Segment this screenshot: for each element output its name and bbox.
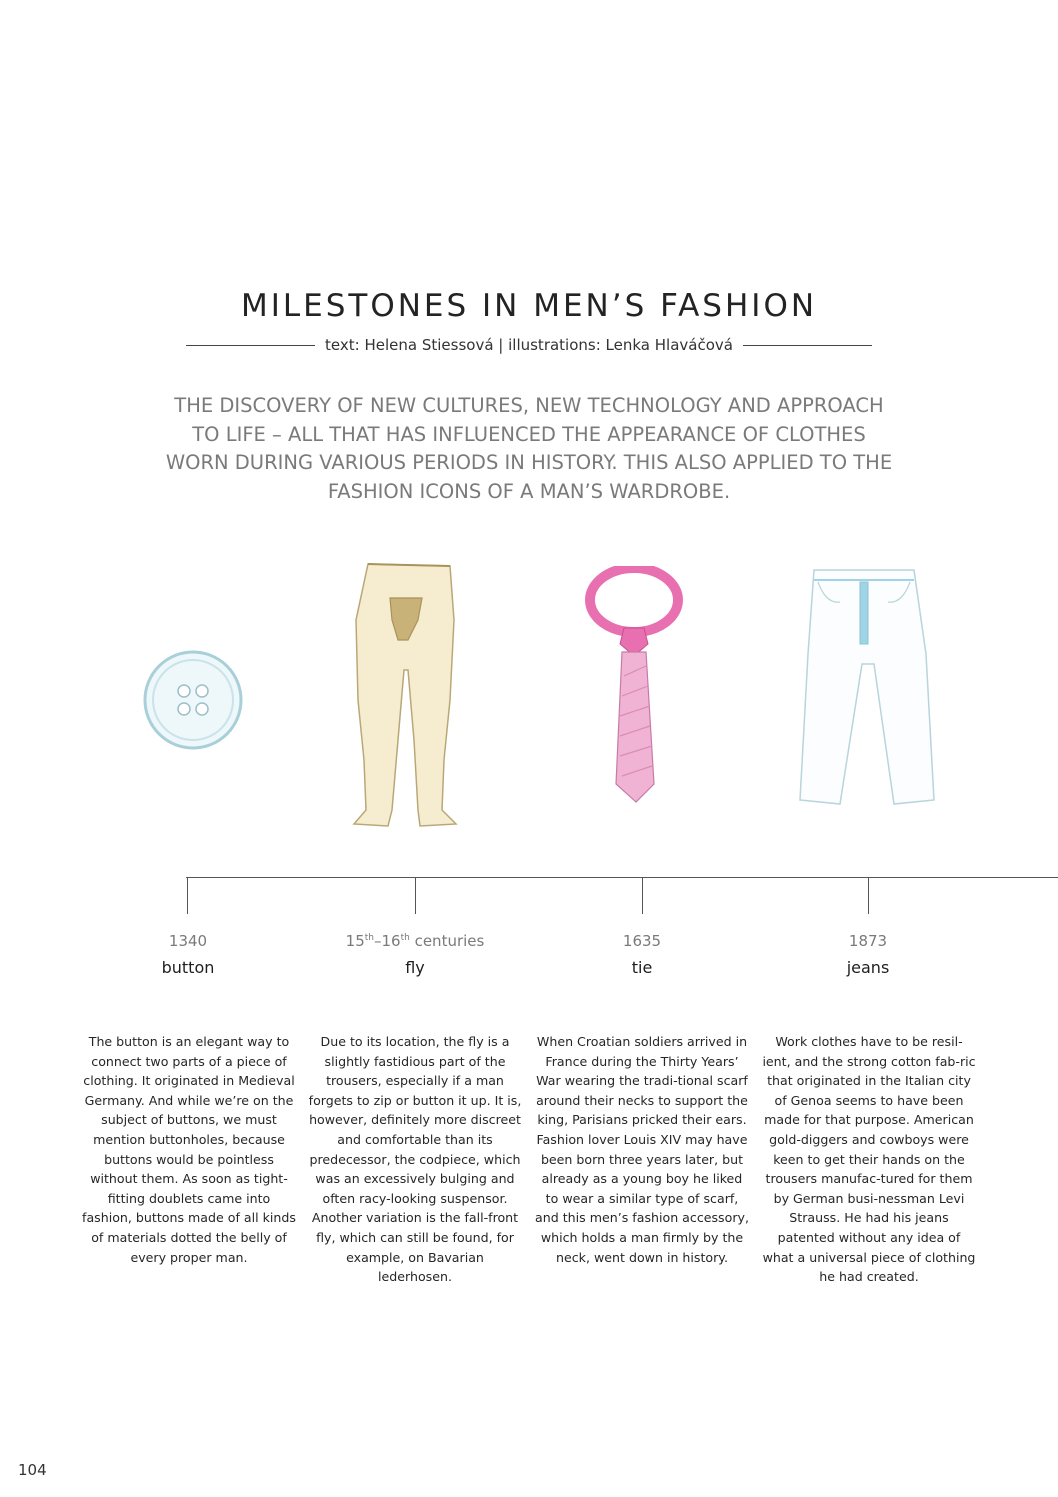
milestone-description: Due to its location, the fly is a slightly fastidious part of the trousers, especially if a man forgets to zip or button it up. It is, however, definitely more discreet and comfortable than its predecessor, the codpiece, which was an excessively bulging and often racy-looking suspensor. Another variation is the fall-front fly, which can still be found, for example, on Bavarian lederhosen.: [308, 1034, 522, 1285]
milestone-name: button: [161, 958, 215, 977]
milestone-year: 1635: [622, 932, 662, 950]
milestone-description: Work clothes have to be resil-ient, and the strong cotton fab-ric that originated in the Italian city of Genoa seems to have been made for that purpose. American gold-diggers and cowboys were keen to get their hands on the trousers manufac-tured for them by German busi-nessman Levi Strauss. He had his jeans patented without any idea of what a universal piece of clothing he had created.: [762, 1034, 976, 1285]
timeline-tick: [187, 877, 188, 914]
credits-rule-left: [186, 345, 315, 346]
milestone-year: 1873: [848, 932, 888, 950]
credits-rule-right: [743, 345, 872, 346]
milestone-name: fly: [405, 958, 425, 977]
milestone-name: tie: [631, 958, 653, 977]
credits: text: Helena Stiessová | illustrations: Lenka Hlaváčová: [325, 336, 733, 354]
milestone-description: When Croatian soldiers arrived in France during the Thirty Years’ War wearing the tradi-tional scarf around their necks to support the king, Parisians pricked their ears. Fashion lover Louis XIV may have been born three years later, but already as a young boy he liked to wear a similar type of scarf, and this men’s fashion accessory, which holds a man firmly by the neck, went down in history.: [535, 1034, 749, 1265]
intro-text: THE DISCOVERY OF NEW CULTURES, NEW TECHNOLOGY AND APPROACH TO LIFE – ALL THAT HAS INFLUENCED THE APPEARANCE OF CLOTHES WORN DURING VARIOUS PERIODS IN HISTORY. THIS ALSO APPLIED TO THE FASHION ICONS OF A MAN’S WARDROBE.: [165, 394, 893, 503]
timeline-tick: [642, 877, 643, 914]
milestone-year: 1340: [168, 932, 208, 950]
page-number: 104: [18, 1461, 47, 1479]
button-illustration: [138, 646, 248, 754]
milestone-description: The button is an elegant way to connect two parts of a piece of clothing. It originated in Medieval Germany. And while we’re on the subject of buttons, we must mention buttonholes, because buttons would be pointless without them. As soon as tight-fitting doublets came into fashion, buttons made of all kinds of materials dotted the belly of every proper man.: [82, 1034, 296, 1265]
milestone-name: jeans: [846, 958, 890, 977]
article-title: MILESTONES IN MEN’S FASHION: [240, 288, 818, 324]
timeline-tick: [415, 877, 416, 914]
credits-row: [186, 334, 872, 356]
jeans-illustration: [796, 564, 940, 810]
fly-illustration: [348, 560, 466, 832]
timeline-line: [186, 877, 1058, 878]
milestone-year: 15th–16th centuries: [345, 932, 485, 950]
tie-illustration: [584, 566, 686, 806]
timeline-tick: [868, 877, 869, 914]
